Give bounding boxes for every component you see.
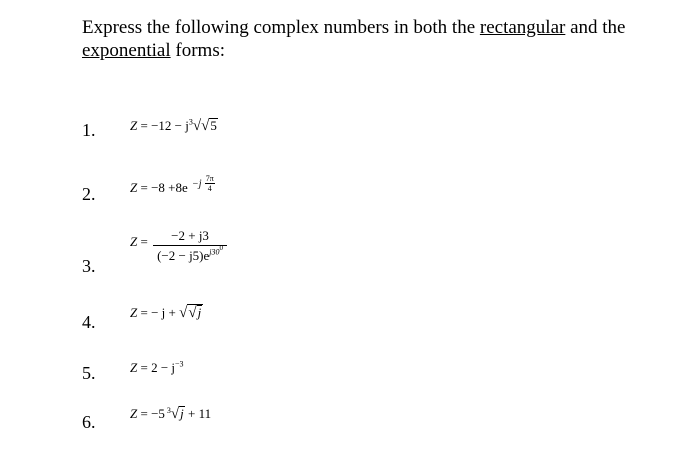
problem-3-degree: 0 bbox=[219, 244, 224, 252]
problem-1-expr: = −12 − j bbox=[140, 118, 189, 133]
problem-5-power: −3 bbox=[175, 359, 184, 369]
problem-1-outer-root-symbol: √ bbox=[192, 118, 202, 134]
exponential-term: exponential bbox=[82, 40, 171, 61]
problem-2-exp-fraction bbox=[205, 174, 215, 193]
problem-1-lhs: Z bbox=[130, 118, 138, 133]
problem-4-expr: = − j + bbox=[140, 305, 176, 320]
problem-1-radicand: 5 bbox=[210, 118, 217, 133]
problem-2-equation bbox=[130, 174, 215, 196]
problem-5-number: 5. bbox=[82, 363, 96, 383]
problem-2-exp-num: 7π bbox=[205, 174, 214, 183]
instructions-part1: Express the following complex numbers in both the bbox=[82, 17, 480, 38]
problem-6-number: 6. bbox=[82, 412, 96, 432]
problem-2-expr: = −8 +8e bbox=[140, 180, 188, 195]
problem-4-number: 4. bbox=[82, 312, 96, 332]
problem-3-number: 3. bbox=[82, 256, 96, 276]
problem-4-outer-radicand bbox=[187, 304, 203, 320]
problem-4-outer-root-symbol: √ bbox=[179, 305, 188, 321]
problem-4-lhs: Z bbox=[130, 305, 138, 320]
problem-5-equation bbox=[130, 360, 184, 376]
problem-2-number: 2. bbox=[82, 184, 96, 204]
problem-3-equals: = bbox=[140, 234, 148, 249]
instructions bbox=[82, 16, 642, 62]
problem-5-lhs: Z bbox=[130, 360, 138, 375]
problem-3-numerator: −2 + j3 bbox=[153, 228, 227, 246]
problem-2-exponent bbox=[192, 174, 215, 193]
problem-6-root-symbol: √ bbox=[170, 406, 180, 422]
problem-1-equation bbox=[130, 118, 218, 135]
problem-3-denominator: (−2 − j5)e bbox=[157, 248, 210, 263]
problem-1-number: 1. bbox=[82, 120, 96, 140]
instructions-part3: forms: bbox=[170, 40, 225, 61]
problem-5-expr: = 2 − j bbox=[140, 360, 176, 375]
problem-1-root-index: 3 bbox=[188, 117, 193, 127]
problem-4-inner-root-symbol: √ bbox=[188, 305, 197, 321]
problem-6-expr: = −5 bbox=[140, 406, 165, 421]
problem-6-lhs: Z bbox=[130, 406, 138, 421]
problem-6-root-index: 3 bbox=[166, 405, 171, 415]
problem-3-fraction bbox=[153, 228, 227, 264]
problem-3-equation bbox=[130, 228, 227, 264]
problem-4-radicand: j bbox=[197, 305, 202, 320]
problem-6-tail: + 11 bbox=[188, 406, 212, 421]
problem-2-exp-sign: −j bbox=[192, 178, 202, 190]
problem-2-exp-den: 4 bbox=[207, 184, 212, 193]
problem-6-radicand: j bbox=[180, 406, 184, 421]
instructions-part2: and the bbox=[565, 17, 626, 38]
problem-3-lhs: Z bbox=[130, 234, 138, 249]
rectangular-term: rectangular bbox=[479, 17, 566, 38]
problem-4-equation bbox=[130, 304, 203, 322]
problem-3-den-exponent: j30 bbox=[209, 247, 220, 257]
problem-3-denominator-wrap bbox=[153, 246, 227, 264]
problem-1-inner-root-symbol: √ bbox=[201, 118, 210, 134]
problem-2-lhs: Z bbox=[130, 180, 138, 195]
problem-6-equation bbox=[130, 406, 211, 423]
